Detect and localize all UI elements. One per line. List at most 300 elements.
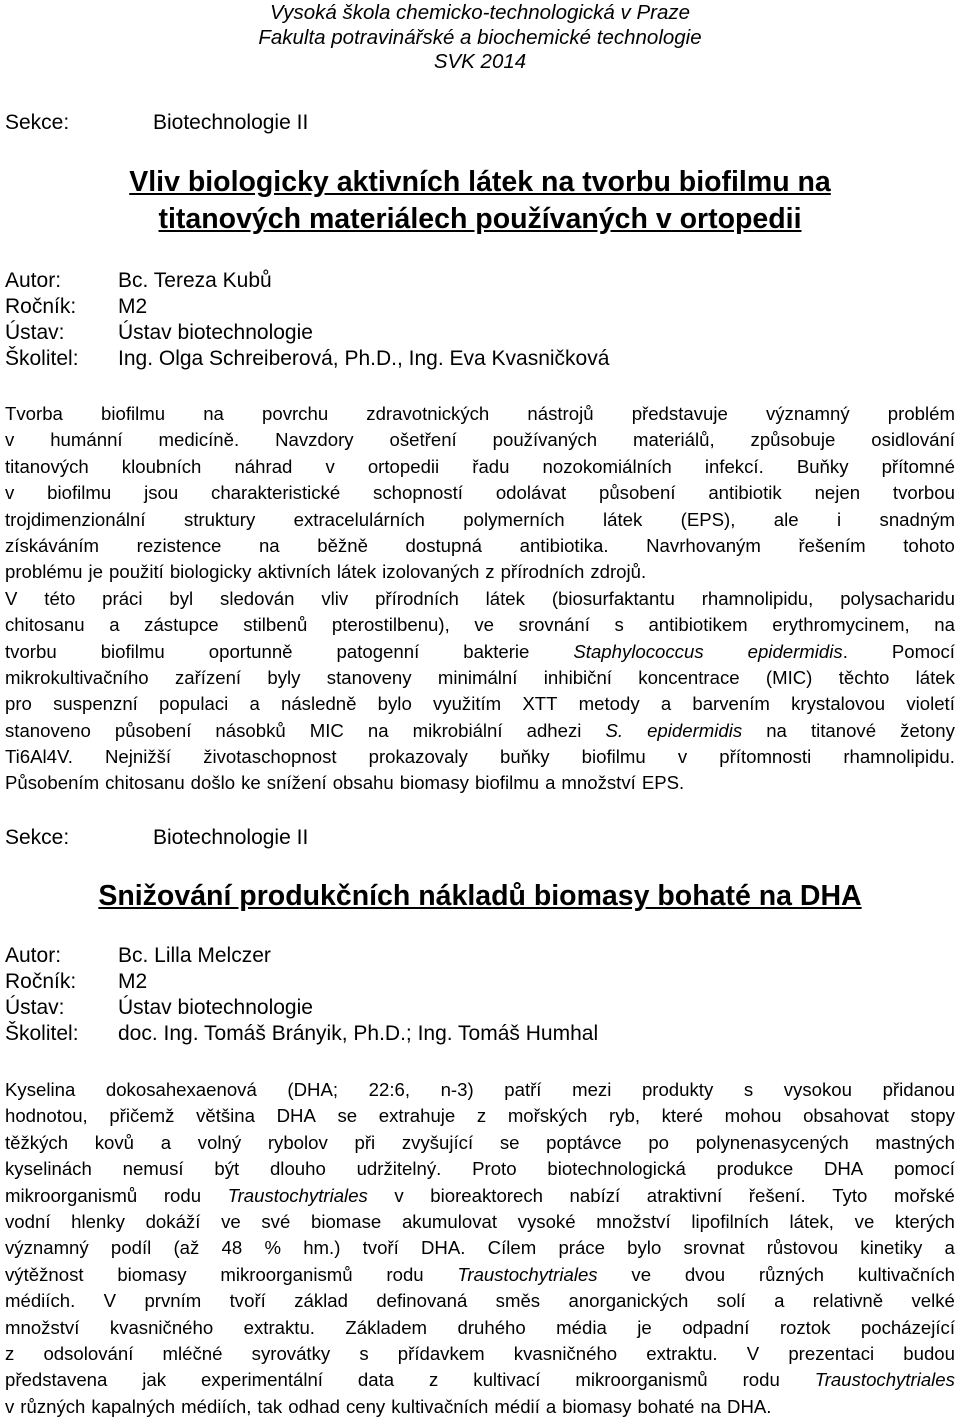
- word: růstovou: [766, 1237, 839, 1259]
- meta-row-author: [5, 268, 609, 294]
- word: řešení.: [748, 1184, 806, 1206]
- word: vysoké: [517, 1210, 576, 1232]
- word: (MIC): [765, 666, 813, 688]
- word: představuje: [631, 403, 728, 424]
- word: Traustochytriales: [457, 1263, 598, 1285]
- word: zařízení: [174, 666, 242, 688]
- word: Navzdory: [275, 429, 354, 451]
- word: byly: [267, 666, 301, 688]
- word: významný: [5, 1237, 89, 1259]
- word: stopy: [910, 1105, 955, 1127]
- meta-label: Ročník:: [5, 970, 77, 993]
- word: podíl: [110, 1237, 152, 1259]
- word: způsobuje: [750, 429, 836, 451]
- meta-value: Ústav biotechnologie: [118, 321, 313, 344]
- word: extrahuje: [378, 1105, 456, 1127]
- word: kultivačních: [857, 1263, 955, 1285]
- word: ve: [221, 1210, 241, 1232]
- word: V: [103, 1290, 117, 1312]
- word: biofilmu: [100, 640, 165, 662]
- abstract-line: [5, 401, 955, 427]
- word: trojdimenzionální: [5, 508, 146, 530]
- word: patogenní: [336, 640, 420, 662]
- word: látek: [602, 508, 643, 530]
- word: (EPS),: [680, 508, 736, 530]
- word: roztok: [779, 1316, 831, 1338]
- abstract-line: [5, 612, 955, 638]
- word: rhamnolipidu.: [843, 746, 955, 768]
- word: tvoří: [229, 1290, 266, 1312]
- word: látek,: [789, 1210, 834, 1232]
- abstract-line: [5, 1235, 955, 1261]
- word: nejen: [814, 482, 861, 504]
- word: na: [367, 719, 389, 741]
- word: titanové: [810, 719, 877, 741]
- word: rybolov: [267, 1131, 328, 1153]
- word: rezistence: [136, 534, 222, 556]
- word: zdravotnických: [366, 403, 490, 424]
- meta-label: Ročník:: [5, 295, 77, 318]
- word: na: [766, 719, 787, 741]
- word: V: [746, 1342, 760, 1364]
- word: Nejnižší: [104, 746, 172, 768]
- word: 48: [221, 1237, 243, 1259]
- abstract-line: [5, 1262, 955, 1288]
- word: médiích.: [5, 1290, 76, 1312]
- word: ortopedii: [367, 455, 440, 477]
- word: Navrhovaným: [646, 534, 761, 556]
- word: hlenky: [71, 1210, 125, 1232]
- word: Působením: [5, 772, 100, 794]
- word: povrchu: [262, 403, 329, 424]
- word: erythromycinem,: [772, 614, 910, 636]
- word: mikrobiální: [412, 719, 503, 741]
- word: infekcí.: [704, 455, 764, 477]
- word: ošetření: [389, 429, 457, 451]
- word: a: [660, 693, 672, 715]
- word: množství: [5, 1316, 80, 1338]
- word: média: [556, 1316, 607, 1338]
- word: ale: [773, 508, 799, 530]
- article-abstract-2: [5, 1077, 955, 1420]
- word: jak: [142, 1369, 167, 1391]
- word: DHA: [823, 1158, 864, 1180]
- section-value: Biotechnologie II: [153, 826, 309, 849]
- word: na: [258, 534, 280, 556]
- word: experimentální: [201, 1369, 323, 1391]
- word: na: [700, 1395, 722, 1417]
- word: množství: [596, 1210, 671, 1232]
- meta-value: M2: [118, 970, 148, 993]
- abstract-line: [5, 1209, 955, 1235]
- title-line: Vliv biologicky aktivních látek na tvorbu biofilmu na: [129, 166, 831, 198]
- word: prvním: [144, 1290, 202, 1312]
- article-title-2: [0, 878, 960, 915]
- abstract-line: [5, 1103, 955, 1129]
- meta-label: Ústav:: [5, 996, 65, 1019]
- word: bylo: [377, 693, 412, 715]
- word: z: [485, 561, 495, 583]
- word: práci: [102, 587, 143, 609]
- word: nemusí: [122, 1158, 184, 1180]
- word: těchto: [838, 666, 890, 688]
- word: představena: [5, 1369, 108, 1391]
- meta-row-year: [5, 969, 598, 995]
- word: epidermidis: [647, 719, 743, 741]
- word: extraktu.: [243, 1316, 315, 1338]
- section-line-2: [5, 825, 308, 851]
- word: rodu: [386, 1263, 424, 1285]
- meta-label: Autor:: [5, 269, 62, 292]
- word: se: [337, 1105, 358, 1127]
- word: mikroorganismů: [220, 1263, 353, 1285]
- word: S.: [605, 719, 624, 741]
- word: DHA.: [727, 1395, 772, 1417]
- word: Tvorba: [5, 403, 63, 424]
- word: těžkých: [5, 1131, 69, 1153]
- word: DHA.: [421, 1237, 466, 1259]
- word: antibiotikem: [648, 614, 748, 636]
- word: ceny: [345, 1395, 386, 1417]
- word: pocházející: [860, 1316, 955, 1338]
- abstract-line: [5, 1288, 955, 1314]
- word: bakterie: [463, 640, 530, 662]
- abstract-line: [5, 1156, 955, 1182]
- abstract-line: [5, 1341, 955, 1367]
- word: kyselinách: [5, 1158, 92, 1180]
- word: a: [944, 1237, 955, 1259]
- word: Proto: [472, 1158, 517, 1180]
- word: V: [5, 587, 18, 609]
- word: bioreaktorech: [430, 1184, 543, 1206]
- title-line: Snižování produkčních nákladů biomasy bohaté na DHA: [98, 880, 862, 912]
- word: většina: [196, 1105, 255, 1127]
- word: akumulovat: [401, 1210, 498, 1232]
- word: prezentaci: [788, 1342, 875, 1364]
- word: kapalných: [91, 1395, 176, 1417]
- word: které: [661, 1105, 703, 1127]
- section-value: Biotechnologie II: [153, 111, 309, 134]
- word: je: [88, 561, 104, 583]
- word: chitosanu: [5, 614, 85, 636]
- word: produkty: [641, 1079, 714, 1100]
- word: %: [264, 1237, 281, 1259]
- word: volný: [197, 1131, 242, 1153]
- word: relativně: [812, 1290, 884, 1312]
- word: Staphylococcus: [573, 640, 704, 662]
- word: působení: [598, 482, 676, 504]
- word: definovaná: [376, 1290, 468, 1312]
- abstract-line: [5, 1367, 955, 1393]
- word: krystalovou: [791, 693, 886, 715]
- word: atraktivní: [646, 1184, 723, 1206]
- word: inhibiční: [543, 666, 612, 688]
- word: 22:6,: [368, 1079, 410, 1100]
- section-label: Sekce:: [5, 111, 70, 134]
- word: náhrad: [234, 455, 293, 477]
- word: kultivací: [473, 1369, 541, 1391]
- word: z: [5, 1342, 15, 1364]
- word: došlo: [190, 772, 236, 794]
- word: přídavkem: [397, 1342, 485, 1364]
- word: pomocí: [894, 1158, 955, 1180]
- word: v: [325, 455, 335, 477]
- word: pterostilbenu),: [331, 614, 450, 636]
- word: mléčné: [162, 1342, 223, 1364]
- word: je: [637, 1316, 652, 1338]
- word: biomasy: [117, 1263, 187, 1285]
- word: (biosurfaktantu: [551, 587, 675, 609]
- word: populaci: [159, 693, 229, 715]
- word: biologicky: [169, 561, 252, 583]
- word: vliv: [321, 587, 349, 609]
- word: v: [5, 429, 15, 451]
- word: kvasničného: [109, 1316, 214, 1338]
- word: Buňky: [796, 455, 849, 477]
- word: s: [614, 614, 624, 636]
- word: v: [677, 746, 688, 768]
- meta-label: Školitel:: [5, 347, 79, 370]
- word: DHA: [276, 1105, 316, 1127]
- word: a: [160, 1131, 172, 1153]
- word: být: [214, 1158, 240, 1180]
- word: používaných: [492, 429, 598, 451]
- abstract-line: [5, 480, 955, 506]
- word: dvou: [684, 1263, 726, 1285]
- abstract-line: [5, 507, 955, 533]
- word: nástrojů: [527, 403, 594, 424]
- word: tvorbu: [5, 640, 57, 662]
- word: ve: [631, 1263, 652, 1285]
- word: rhamnolipidu,: [701, 587, 814, 609]
- word: druhého: [457, 1316, 526, 1338]
- word: látek: [915, 666, 955, 688]
- word: působení: [114, 719, 192, 741]
- word: Kyselina: [5, 1079, 76, 1100]
- word: polymerních: [463, 508, 565, 530]
- word: rodu: [163, 1184, 202, 1206]
- word: biofilmu: [47, 482, 112, 504]
- word: ve: [854, 1210, 875, 1232]
- word: práce: [558, 1237, 605, 1259]
- word: titanových: [5, 455, 89, 477]
- title-line: titanových materiálech používaných v ortopedii: [158, 203, 802, 235]
- section-label: Sekce:: [5, 826, 70, 849]
- word: s: [743, 1079, 754, 1100]
- word: pro: [5, 693, 32, 715]
- word: budou: [903, 1342, 955, 1364]
- word: odolávat: [495, 482, 567, 504]
- word: byl: [169, 587, 194, 609]
- word: humánní: [50, 429, 123, 451]
- abstract-line: [5, 559, 955, 585]
- word: látek: [336, 561, 377, 583]
- word: řadu: [472, 455, 510, 477]
- word: chitosanu: [105, 772, 185, 794]
- word: biofilmu: [474, 772, 540, 794]
- word: použití: [109, 561, 164, 583]
- meta-value: Bc. Tereza Kubů: [118, 269, 272, 292]
- word: charakteristické: [211, 482, 341, 504]
- word: dlouho: [269, 1158, 326, 1180]
- word: řešením: [798, 534, 866, 556]
- word: na: [934, 614, 955, 636]
- word: extraktu.: [646, 1342, 718, 1364]
- meta-value: Ing. Olga Schreiberová, Ph.D., Ing. Eva Kvasničková: [118, 347, 610, 370]
- word: rodu: [742, 1369, 780, 1391]
- word: mikroorganismů: [5, 1184, 138, 1206]
- word: lipofilních: [691, 1210, 769, 1232]
- word: kvasničného: [513, 1342, 618, 1364]
- word: tak: [257, 1395, 283, 1417]
- word: přičemž: [109, 1105, 175, 1127]
- word: materiálů,: [632, 429, 715, 451]
- word: ve: [474, 614, 494, 636]
- word: odpadní: [682, 1316, 750, 1338]
- word: množství: [561, 772, 636, 794]
- meta-row-year: [5, 294, 609, 320]
- word: dokosahexaenová: [105, 1079, 257, 1100]
- abstract-line: [5, 1077, 955, 1103]
- meta-row-institute: [5, 995, 598, 1021]
- word: n-3): [440, 1079, 474, 1100]
- word: sledován: [220, 587, 295, 609]
- word: mezi: [572, 1079, 612, 1100]
- word: Traustochytriales: [814, 1369, 955, 1391]
- word: struktury: [183, 508, 256, 530]
- word: oportunně: [208, 640, 293, 662]
- word: různých: [758, 1263, 825, 1285]
- word: různých: [20, 1395, 86, 1417]
- header-faculty: Fakulta potravinářské a biochemické technologie: [258, 25, 702, 49]
- word: antibiotik: [708, 482, 782, 504]
- word: extracelulárních: [293, 508, 425, 530]
- word: v: [394, 1184, 404, 1206]
- article-meta-1: [5, 268, 609, 372]
- meta-row-author: [5, 943, 598, 969]
- word: biomasy: [562, 1395, 632, 1417]
- word: běžně: [317, 534, 368, 556]
- word: hodnotou,: [5, 1105, 88, 1127]
- word: Ti6Al4V.: [5, 746, 73, 768]
- word: a: [545, 1395, 557, 1417]
- word: médiích,: [181, 1395, 252, 1417]
- word: mořské: [893, 1184, 955, 1206]
- word: bylo: [627, 1237, 662, 1259]
- word: základ: [294, 1290, 348, 1312]
- word: kultivačních: [391, 1395, 489, 1417]
- word: následně: [281, 693, 357, 715]
- conference-header: [0, 0, 960, 75]
- word: výtěžnost: [5, 1263, 84, 1285]
- word: tvorbou: [892, 482, 955, 504]
- abstract-line: [5, 770, 955, 796]
- abstract-line: [5, 586, 955, 612]
- word: zdrojů.: [590, 561, 647, 583]
- word: srovnání: [518, 614, 590, 636]
- word: ryb,: [609, 1105, 640, 1127]
- word: v: [5, 482, 15, 504]
- meta-label: Autor:: [5, 944, 62, 967]
- word: Pomocí: [891, 640, 955, 662]
- word: přírodních: [500, 561, 585, 583]
- word: snadným: [879, 508, 955, 530]
- word: a: [545, 772, 556, 794]
- word: mořských: [507, 1105, 588, 1127]
- header-event: SVK 2014: [433, 50, 527, 73]
- word: stanoveny: [326, 666, 412, 688]
- abstract-line: [5, 665, 955, 691]
- meta-row-institute: [5, 320, 609, 346]
- word: prokazovaly: [368, 746, 468, 768]
- meta-label: Ústav:: [5, 321, 65, 344]
- word: významný: [765, 403, 850, 424]
- word: produkce: [716, 1158, 794, 1180]
- word: a: [249, 693, 260, 715]
- article-meta-2: [5, 943, 598, 1047]
- section-line-1: [5, 110, 308, 136]
- word: problému: [5, 561, 83, 583]
- word: násobků: [215, 719, 286, 741]
- word: Tyto: [832, 1184, 868, 1206]
- meta-value: Bc. Lilla Melczer: [118, 944, 271, 967]
- word: mikrokultivačního: [5, 666, 149, 688]
- meta-label: Školitel:: [5, 1022, 79, 1045]
- word: s: [359, 1342, 369, 1364]
- word: využitím: [432, 693, 502, 715]
- word: odhad: [288, 1395, 340, 1417]
- word: kinetiky: [860, 1237, 923, 1259]
- meta-value: Ústav biotechnologie: [118, 996, 313, 1019]
- word: antibiotika.: [519, 534, 609, 556]
- word: Základem: [345, 1316, 428, 1338]
- word: své: [261, 1210, 291, 1232]
- word: adhezi: [526, 719, 582, 741]
- word: odsolování: [43, 1342, 134, 1364]
- word: vysokou: [783, 1079, 852, 1100]
- word: z: [429, 1369, 439, 1391]
- word: žetony: [900, 719, 955, 741]
- word: kovů: [94, 1131, 135, 1153]
- article-title-1: [0, 164, 960, 238]
- word: hm.): [303, 1237, 341, 1259]
- word: na: [203, 403, 224, 424]
- word: aktivních: [257, 561, 331, 583]
- word: směs: [495, 1290, 541, 1312]
- word: životaschopnost: [203, 746, 337, 768]
- word: EPS.: [641, 772, 685, 794]
- word: solí: [716, 1290, 746, 1312]
- word: buňky: [499, 746, 550, 768]
- word: z: [476, 1105, 487, 1127]
- word: nabízí: [569, 1184, 621, 1206]
- word: mohou: [724, 1105, 782, 1127]
- word: anorganických: [568, 1290, 689, 1312]
- word: a: [109, 614, 120, 636]
- word: snížení: [266, 772, 327, 794]
- word: jsou: [144, 482, 179, 504]
- word: barvením: [692, 693, 770, 715]
- word: obsahu: [332, 772, 394, 794]
- article-abstract-1: [5, 401, 955, 797]
- word: srovnat: [683, 1237, 745, 1259]
- word: poptávce: [546, 1131, 622, 1153]
- meta-value: M2: [118, 295, 148, 318]
- word: Cílem: [487, 1237, 537, 1259]
- word: přidanou: [882, 1079, 955, 1100]
- word: biotechnologická: [547, 1158, 686, 1180]
- abstract-line: [5, 1315, 955, 1341]
